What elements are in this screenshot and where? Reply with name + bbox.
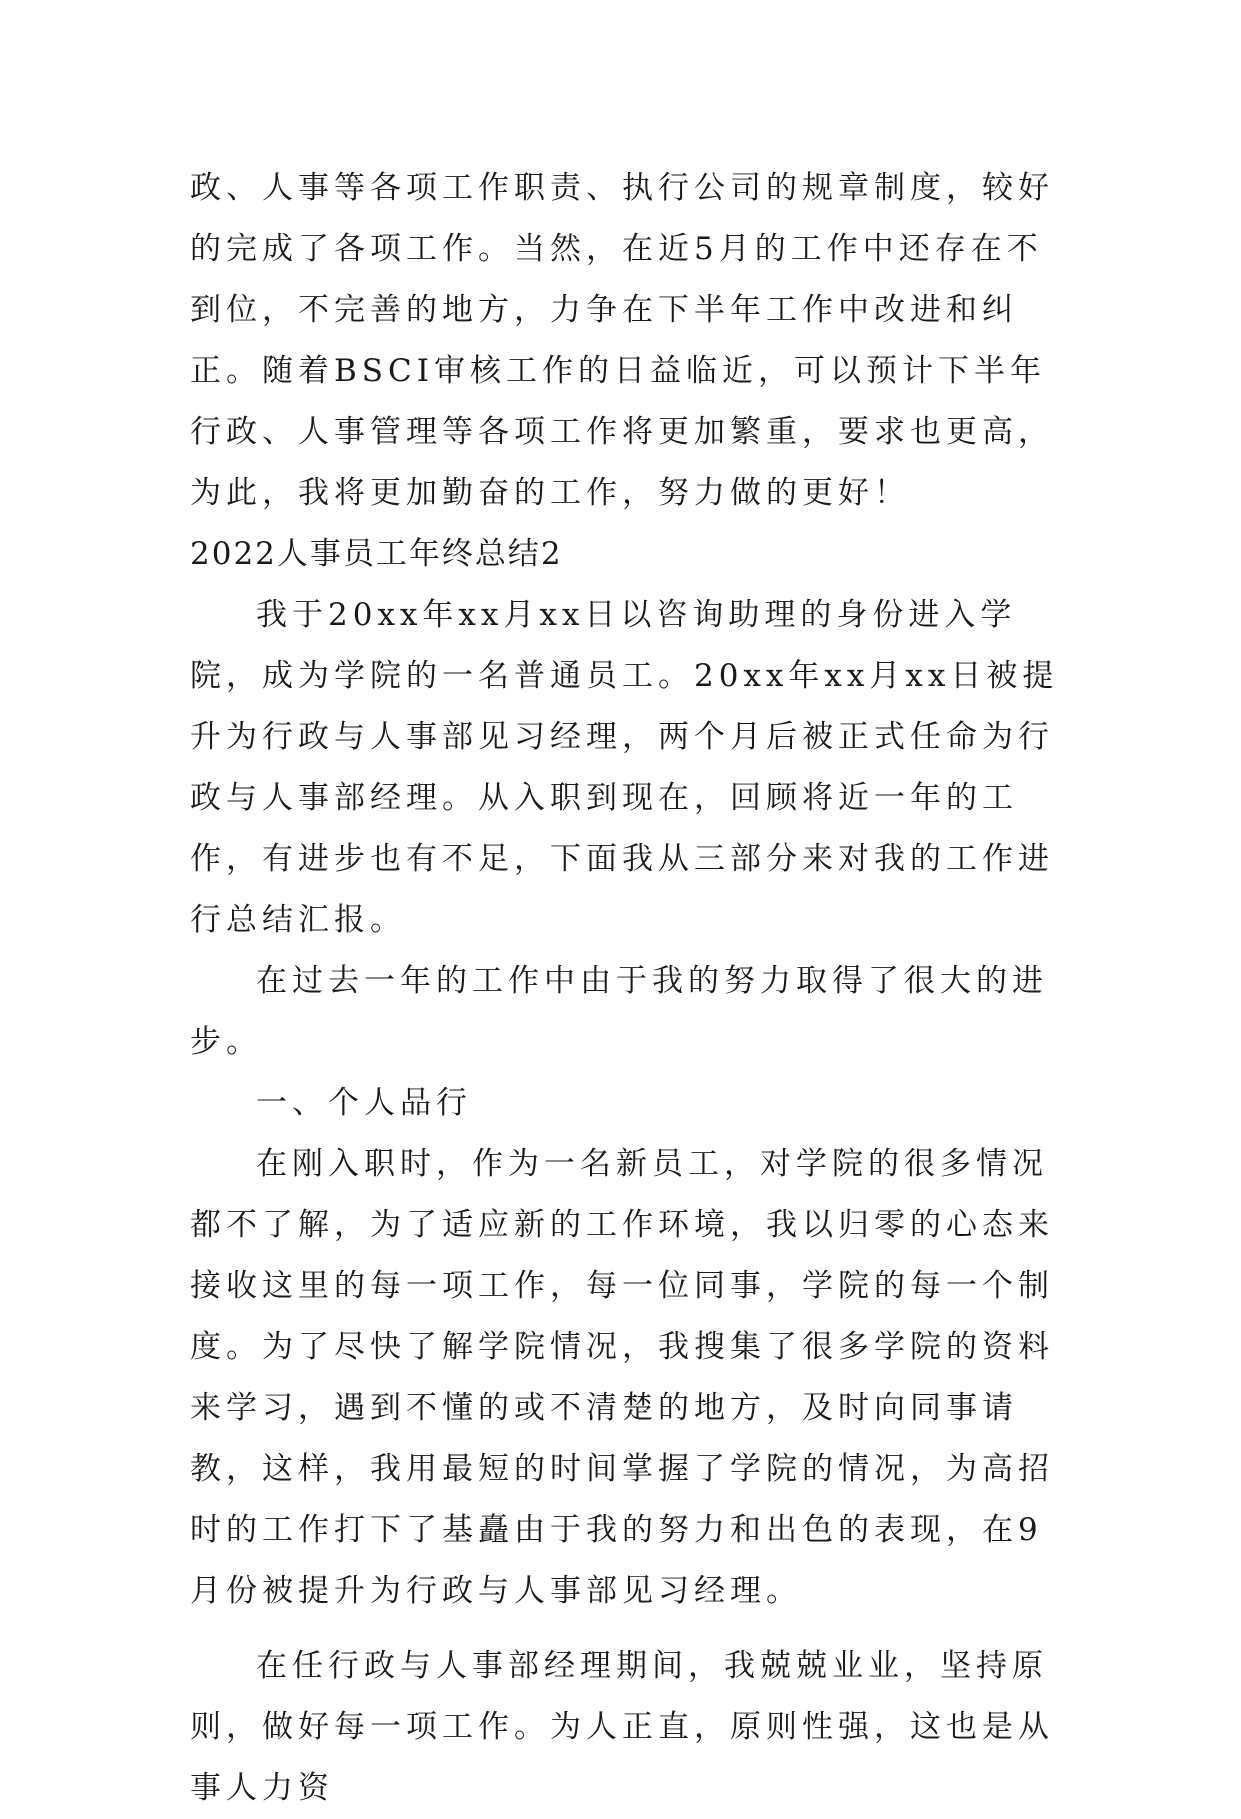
subheading-personal-conduct: 一、个人品行: [256, 1085, 472, 1121]
paragraph-manager-tenure: 在任行政与人事部经理期间，我兢兢业业，坚持原则，做好每一项工作。为人正直，原则性强，这也是从事人力资: [190, 1648, 1054, 1806]
paragraph-progress: 在过去一年的工作中由于我的努力取得了很大的进步。: [190, 963, 1048, 1060]
document-body: [190, 158, 1070, 1819]
paragraph-intro: 我于20xx年xx月xx日以咨询助理的身份进入学院，成为学院的一名普通员工。20xx年xx月xx日被提升为行政与人事部见习经理，两个月后被正式任命为行政与人事部经理。从入职到现在，回顾将近一年的工作，有进步也有不足，下面我从三部分来对我的工作进行总结汇报。: [190, 597, 1059, 938]
paragraph-continuation: 政、人事等各项工作职责、执行公司的规章制度，较好的完成了各项工作。当然，在近5月的工作中还存在不到位，不完善的地方，力争在下半年工作中改进和纠正。随着BSCI审核工作的日益临近，可以预计下半年行政、人事管理等各项工作将更加繁重，要求也更高，为此，我将更加勤奋的工作，努力做的更好！: [190, 170, 1054, 511]
paragraph-onboarding: 在刚入职时，作为一名新员工，对学院的很多情况都不了解，为了适应新的工作环境，我以归零的心态来接收这里的每一项工作，每一位同事，学院的每一个制度。为了尽快了解学院情况，我搜集了很多学院的资料来学习，遇到不懂的或不清楚的地方，及时向同事请教，这样，我用最短的时间掌握了学院的情况，为高招时的工作打下了基矗由于我的努力和出色的表现，在9月份被提升为行政与人事部见习经理。: [190, 1146, 1054, 1609]
section-heading: 2022人事员工年终总结2: [190, 536, 563, 572]
